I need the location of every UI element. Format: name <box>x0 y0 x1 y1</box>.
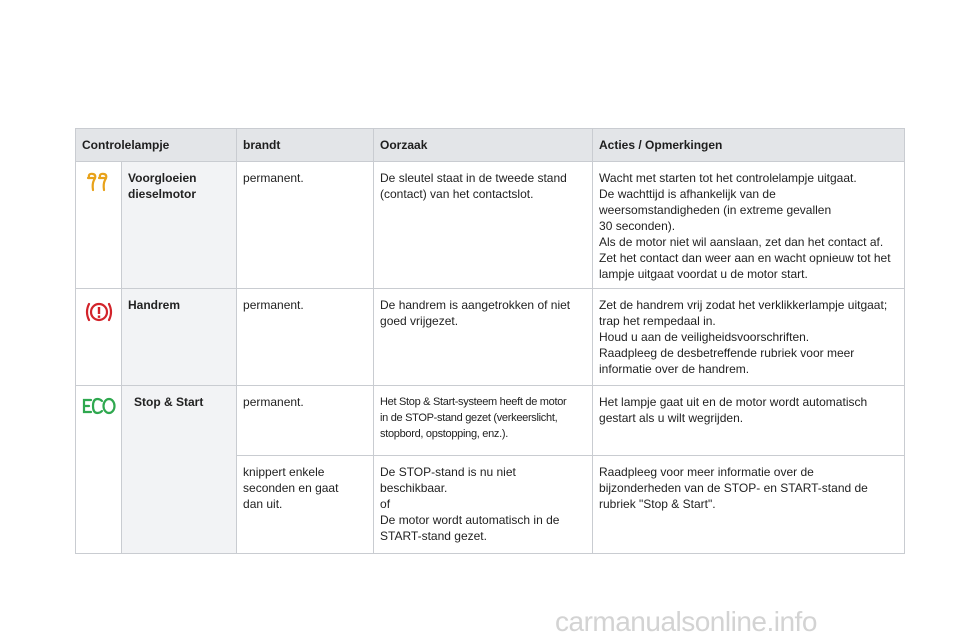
watermark: carmanualsonline.info <box>555 606 817 637</box>
state-line: permanent. <box>243 171 304 185</box>
eco-icon <box>81 405 117 419</box>
action-cell <box>593 289 905 386</box>
cause-line: (contact) van het contactslot. <box>380 187 534 201</box>
name-cell <box>122 162 237 289</box>
action-line: Zet de handrem vrij zodat het verklikkerlampje uitgaat; <box>599 298 888 312</box>
cause-line: goed vrijgezet. <box>380 314 459 328</box>
state-line: permanent. <box>243 395 304 409</box>
action-line: 30 seconden). <box>599 219 676 233</box>
state-cell <box>237 162 374 289</box>
action-line: Zet het contact dan weer aan en wacht opnieuw tot het <box>599 251 891 265</box>
cause-cell <box>374 456 593 554</box>
action-line: gestart als u wilt wegrijden. <box>599 411 744 425</box>
warning-lights-table <box>75 128 905 554</box>
cause-cell <box>374 289 593 386</box>
cause-line: Het Stop & Start-systeem heeft de motor <box>380 396 567 408</box>
header-acties: Acties / Opmerkingen <box>593 129 905 162</box>
name-cell <box>122 289 237 386</box>
cause-line: stopbord, opstopping, enz.). <box>380 428 508 440</box>
state-line: knippert enkele <box>243 465 325 479</box>
cause-line: beschikbaar. <box>380 481 448 495</box>
cause-line: De STOP-stand is nu niet <box>380 465 516 479</box>
action-cell <box>593 162 905 289</box>
icon-cell <box>76 162 122 289</box>
table-row <box>76 289 905 386</box>
cause-line: in de STOP-stand gezet (verkeerslicht, <box>380 412 558 424</box>
table-row <box>76 386 905 456</box>
action-line: informatie over de handrem. <box>599 362 750 376</box>
cause-line: De motor wordt automatisch in de <box>380 513 560 527</box>
action-line: bijzonderheden van de STOP- en START-stand de <box>599 481 868 495</box>
cause-line: START-stand gezet. <box>380 529 487 543</box>
action-line: rubriek "Stop & Start". <box>599 497 716 511</box>
table-row <box>76 162 905 289</box>
cause-line: of <box>380 497 391 511</box>
action-line: Als de motor niet wil aanslaan, zet dan het contact af. <box>599 235 884 249</box>
action-line: Wacht met starten tot het controlelampje uitgaat. <box>599 171 857 185</box>
name-line: Handrem <box>128 298 181 312</box>
header-brandt: brandt <box>237 129 374 162</box>
name-line: Voorgloeien <box>128 171 197 185</box>
glow-plug-icon <box>85 181 113 195</box>
action-line: weersomstandigheden (in extreme gevallen <box>599 203 832 217</box>
cause-line: De sleutel staat in de tweede stand <box>380 171 567 185</box>
name-cell <box>122 386 237 554</box>
icon-cell <box>76 386 122 554</box>
action-line: lampje uitgaat voordat u de motor start. <box>599 267 808 281</box>
cause-cell <box>374 386 593 456</box>
icon-cell <box>76 289 122 386</box>
state-line: permanent. <box>243 298 304 312</box>
state-line: dan uit. <box>243 497 283 511</box>
action-cell <box>593 456 905 554</box>
name-line: dieselmotor <box>128 187 197 201</box>
action-line: Houd u aan de veiligheidsvoorschriften. <box>599 330 810 344</box>
action-line: Raadpleeg de desbetreffende rubriek voor meer <box>599 346 855 360</box>
header-oorzaak: Oorzaak <box>374 129 593 162</box>
table-header-row <box>76 129 905 162</box>
state-cell <box>237 456 374 554</box>
cause-line: De handrem is aangetrokken of niet <box>380 298 571 312</box>
cause-cell <box>374 162 593 289</box>
handbrake-warning-icon <box>84 314 114 328</box>
state-cell <box>237 289 374 386</box>
header-controlelampje: Controlelampje <box>76 129 237 162</box>
state-line: seconden en gaat <box>243 481 339 495</box>
name-line: Stop & Start <box>134 395 204 409</box>
action-line: Het lampje gaat uit en de motor wordt automatisch <box>599 395 868 409</box>
action-line: Raadpleeg voor meer informatie over de <box>599 465 814 479</box>
action-line: De wachttijd is afhankelijk van de <box>599 187 776 201</box>
state-cell <box>237 386 374 456</box>
action-cell <box>593 386 905 456</box>
action-line: trap het rempedaal in. <box>599 314 716 328</box>
